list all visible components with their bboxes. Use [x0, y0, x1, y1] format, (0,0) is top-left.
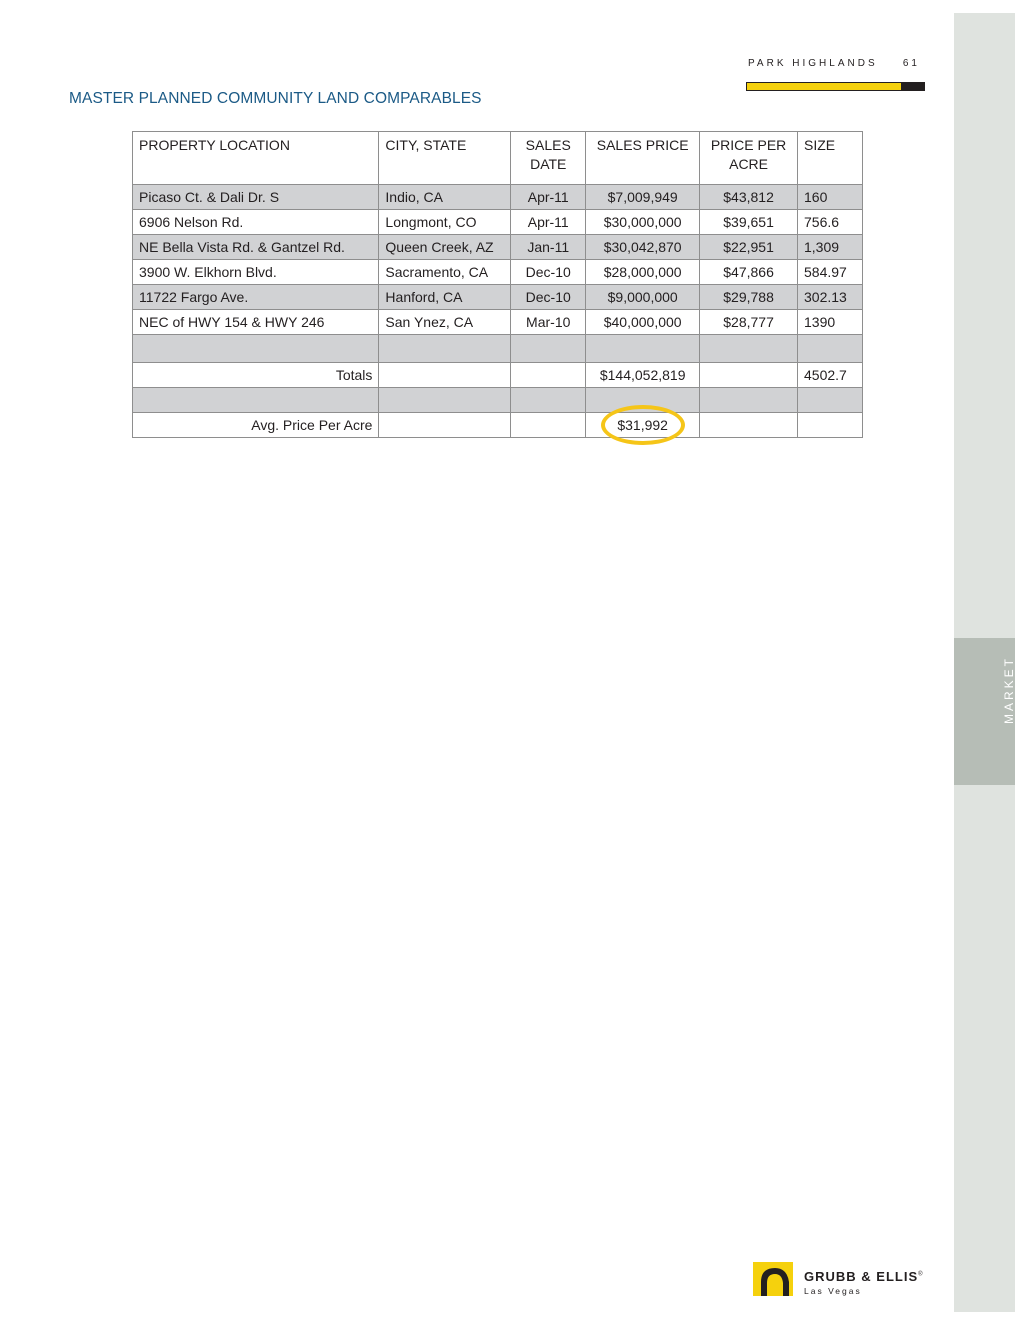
- average-price-cell: [586, 413, 700, 438]
- company-logo: [753, 1262, 928, 1298]
- header-bar-yellow: [746, 82, 901, 91]
- table-totals-row: [133, 363, 863, 388]
- table-average-row: [133, 413, 863, 438]
- cell-size: 756.6: [798, 210, 863, 235]
- logo-registered-mark: ®: [918, 1271, 924, 1278]
- cell-location: Picaso Ct. & Dali Dr. S: [133, 185, 379, 210]
- col-header-price-per-acre: PRICE PER ACRE: [700, 132, 798, 185]
- table-blank-row: [133, 388, 863, 413]
- cell-sales-date: Apr-11: [511, 210, 586, 235]
- logo-name-text: GRUBB & ELLIS: [804, 1269, 919, 1284]
- cell-price-per-acre: $47,866: [700, 260, 798, 285]
- cell-sales-price: $40,000,000: [586, 310, 700, 335]
- totals-label: Totals: [133, 363, 379, 388]
- totals-size: 4502.7: [798, 363, 863, 388]
- col-header-city-state: CITY, STATE: [379, 132, 511, 185]
- col-header-sales-price: SALES PRICE: [586, 132, 700, 185]
- cell-size: 1390: [798, 310, 863, 335]
- table-blank-row: [133, 335, 863, 363]
- logo-subtitle: Las Vegas: [804, 1286, 862, 1296]
- cell-price-per-acre: $43,812: [700, 185, 798, 210]
- cell-sales-date: Apr-11: [511, 185, 586, 210]
- cell-price-per-acre: $29,788: [700, 285, 798, 310]
- col-header-sales-date: SALES DATE: [511, 132, 586, 185]
- page-number: 61: [902, 58, 920, 69]
- totals-sales-price: $144,052,819: [586, 363, 700, 388]
- table-row: [133, 285, 863, 310]
- side-tab-label-line2: INFORMATION: [1020, 631, 1034, 749]
- logo-wordmark: [804, 1269, 924, 1284]
- cell-sales-price: $30,000,000: [586, 210, 700, 235]
- cell-sales-price: $30,042,870: [586, 235, 700, 260]
- cell-size: 302.13: [798, 285, 863, 310]
- col-header-property-location: PROPERTY LOCATION: [133, 132, 379, 185]
- cell-location: 6906 Nelson Rd.: [133, 210, 379, 235]
- page-title: MASTER PLANNED COMMUNITY LAND COMPARABLES: [69, 90, 482, 107]
- cell-price-per-acre: $28,777: [700, 310, 798, 335]
- cell-city-state: Longmont, CO: [379, 210, 511, 235]
- cell-price-per-acre: $22,951: [700, 235, 798, 260]
- cell-city-state: Hanford, CA: [379, 285, 511, 310]
- average-label: Avg. Price Per Acre: [133, 413, 379, 438]
- arch-logo-icon: [753, 1262, 793, 1296]
- cell-location: NE Bella Vista Rd. & Gantzel Rd.: [133, 235, 379, 260]
- table-row: [133, 235, 863, 260]
- comparables-table: [132, 131, 863, 438]
- table-row: [133, 185, 863, 210]
- cell-size: 160: [798, 185, 863, 210]
- cell-city-state: Indio, CA: [379, 185, 511, 210]
- running-title: PARK HIGHLANDS: [748, 58, 878, 69]
- cell-city-state: San Ynez, CA: [379, 310, 511, 335]
- table-row: [133, 310, 863, 335]
- side-tab-label-line1: MARKET: [1002, 656, 1016, 725]
- cell-price-per-acre: $39,651: [700, 210, 798, 235]
- cell-sales-date: Dec-10: [511, 260, 586, 285]
- header-bar-black: [901, 82, 925, 91]
- cell-sales-price: $28,000,000: [586, 260, 700, 285]
- cell-city-state: Sacramento, CA: [379, 260, 511, 285]
- cell-sales-price: $9,000,000: [586, 285, 700, 310]
- cell-sales-date: Mar-10: [511, 310, 586, 335]
- cell-location: NEC of HWY 154 & HWY 246: [133, 310, 379, 335]
- header-accent-bar: [746, 82, 925, 91]
- cell-sales-date: Jan-11: [511, 235, 586, 260]
- cell-size: 584.97: [798, 260, 863, 285]
- average-price-value: $31,992: [617, 416, 668, 433]
- cell-sales-date: Dec-10: [511, 285, 586, 310]
- col-header-size: SIZE: [798, 132, 863, 185]
- cell-location: 11722 Fargo Ave.: [133, 285, 379, 310]
- cell-size: 1,309: [798, 235, 863, 260]
- running-header: [748, 58, 920, 69]
- side-tab-label: [1000, 610, 1036, 770]
- table-row: [133, 260, 863, 285]
- table-row: [133, 210, 863, 235]
- table-header-row: [133, 132, 863, 185]
- cell-sales-price: $7,009,949: [586, 185, 700, 210]
- cell-city-state: Queen Creek, AZ: [379, 235, 511, 260]
- cell-location: 3900 W. Elkhorn Blvd.: [133, 260, 379, 285]
